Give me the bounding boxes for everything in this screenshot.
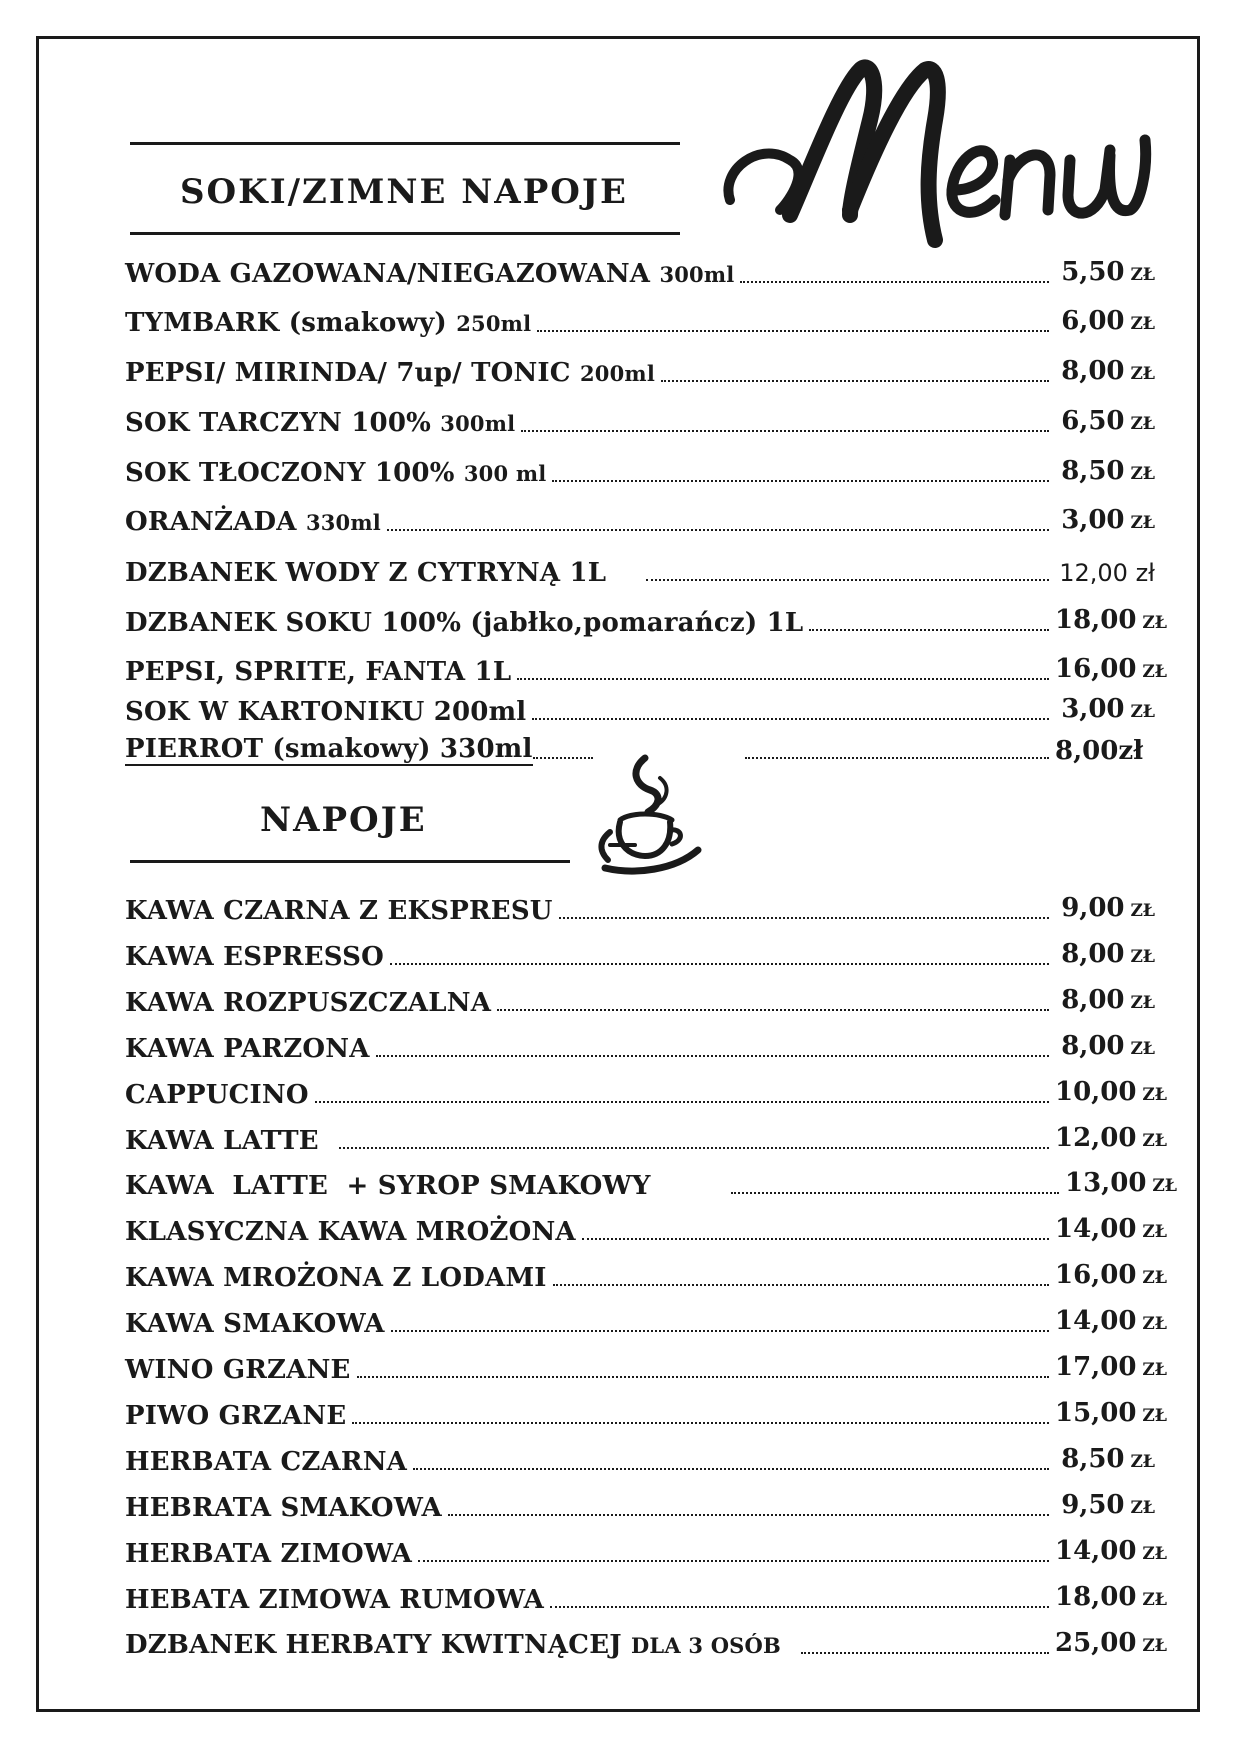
- item-price: 16,00: [1055, 654, 1137, 684]
- dot-leader: [740, 281, 1049, 283]
- item-price: 5,50: [1061, 257, 1125, 287]
- item-currency: ZŁ: [1130, 1039, 1155, 1059]
- item-name: KAWA SMAKOWA: [125, 1309, 385, 1339]
- item-price: 8,00: [1061, 356, 1125, 386]
- dot-leader: [521, 430, 1049, 432]
- item-currency: ZŁ: [1142, 1544, 1167, 1564]
- item-size: DLA 3 OSÓB: [630, 1633, 781, 1658]
- menu-item: [125, 453, 1155, 489]
- item-name: KAWA LATTE + SYROP SMAKOWY: [125, 1171, 651, 1201]
- item-currency: ZŁ: [1130, 364, 1155, 384]
- menu-item: [125, 1303, 1167, 1339]
- item-name: DZBANEK HERBATY KWITNĄCEJ: [125, 1630, 622, 1660]
- menu-item: [125, 936, 1155, 972]
- menu-logo: [720, 50, 1160, 250]
- item-name: PIWO GRZANE: [125, 1401, 347, 1431]
- item-name: HEBRATA SMAKOWA: [125, 1493, 442, 1523]
- item-price: 18,00: [1055, 605, 1137, 635]
- menu-item: [125, 502, 1155, 538]
- menu-item: [125, 1257, 1167, 1293]
- item-currency: ZŁ: [1152, 1176, 1177, 1196]
- item-size: 330ml: [305, 510, 381, 535]
- item-currency: ZŁ: [1130, 702, 1155, 722]
- item-currency: ZŁ: [1130, 464, 1155, 484]
- menu-item: [125, 1533, 1167, 1569]
- dot-leader: [517, 678, 1049, 680]
- item-currency: ZŁ: [1142, 1131, 1167, 1151]
- item-currency: ZŁ: [1130, 513, 1155, 533]
- dot-leader: [448, 1514, 1049, 1516]
- menu-item: [125, 1395, 1167, 1431]
- item-price: 14,00: [1055, 1214, 1137, 1244]
- item-name: PEPSI/ MIRINDA/ 7up/ TONIC: [125, 358, 571, 388]
- dot-leader: [801, 1652, 1049, 1654]
- item-name: SOK W KARTONIKU 200ml: [125, 697, 527, 727]
- menu-item: [125, 1028, 1155, 1064]
- item-currency: ZŁ: [1142, 1314, 1167, 1334]
- item-currency: ZŁ: [1142, 1222, 1167, 1242]
- dot-leader: [390, 963, 1049, 965]
- menu-item: [125, 1074, 1167, 1110]
- menu-item: [125, 1165, 1177, 1201]
- item-size: 300ml: [659, 262, 735, 287]
- menu-item: [125, 1441, 1155, 1477]
- dot-leader: [559, 917, 1049, 919]
- menu-item: [125, 1211, 1167, 1247]
- item-name: SOK TARCZYN 100%: [125, 408, 432, 438]
- menu-item: [125, 403, 1155, 439]
- dot-leader: [537, 330, 1049, 332]
- item-name: ORANŻADA: [125, 507, 297, 537]
- item-currency: ZŁ: [1142, 1636, 1167, 1656]
- section-title-soki: SOKI/ZIMNE NAPOJE: [180, 172, 628, 212]
- item-name: PIERROT (smakowy) 330ml: [125, 734, 533, 764]
- item-currency: ZŁ: [1130, 265, 1155, 285]
- menu-item: [125, 1487, 1155, 1523]
- item-price: 10,00: [1055, 1077, 1137, 1107]
- napoje-bottom-rule: [130, 860, 570, 863]
- item-name: KAWA ESPRESSO: [125, 942, 384, 972]
- dot-leader: [550, 1606, 1049, 1608]
- item-currency: ZŁ: [1142, 1085, 1167, 1105]
- item-price: 14,00: [1055, 1306, 1137, 1336]
- item-price: 13,00: [1065, 1168, 1147, 1198]
- item-name: KAWA ROZPUSZCZALNA: [125, 988, 492, 1018]
- item-name: HERBATA CZARNA: [125, 1447, 408, 1477]
- item-price: 9,00: [1061, 893, 1125, 923]
- item-size: 300ml: [440, 411, 516, 436]
- item-name: KLASYCZNA KAWA MROŻONA: [125, 1217, 576, 1247]
- menu-item: [125, 1349, 1167, 1385]
- item-size: 250ml: [456, 311, 532, 336]
- item-name: KAWA MROŻONA Z LODAMI: [125, 1263, 547, 1293]
- item-currency: ZŁ: [1142, 662, 1167, 682]
- item-price: 8,00: [1061, 1031, 1125, 1061]
- dot-leader: [533, 757, 593, 759]
- dot-leader: [532, 718, 1049, 720]
- item-currency: ZŁ: [1130, 1498, 1155, 1518]
- item-price: 16,00: [1055, 1260, 1137, 1290]
- dot-leader: [497, 1009, 1049, 1011]
- item-size: 200ml: [579, 361, 656, 386]
- dot-leader: [582, 1238, 1049, 1240]
- item-price: 8,00: [1061, 985, 1125, 1015]
- item-price: 8,50: [1061, 456, 1125, 486]
- item-price: 25,00: [1055, 1628, 1137, 1658]
- item-name: WODA GAZOWANA/NIEGAZOWANA: [125, 259, 651, 289]
- item-price: 14,00: [1055, 1536, 1137, 1566]
- menu-item: [125, 982, 1155, 1018]
- item-name: TYMBARK (smakowy): [125, 308, 447, 338]
- item-price: 15,00: [1055, 1398, 1137, 1428]
- item-currency: ZŁ: [1130, 901, 1155, 921]
- item-name: DZBANEK SOKU 100% (jabłko,pomarańcz) 1L: [125, 608, 804, 638]
- item-currency: ZŁ: [1130, 993, 1155, 1013]
- menu-item: [125, 1579, 1167, 1615]
- dot-leader: [646, 579, 1049, 581]
- item-price: 3,00: [1061, 694, 1125, 724]
- item-price: 12,00: [1055, 1123, 1137, 1153]
- item-name: DZBANEK WODY Z CYTRYNĄ 1L: [125, 558, 607, 588]
- item-name: HEBATA ZIMOWA RUMOWA: [125, 1585, 545, 1615]
- dot-leader: [387, 529, 1049, 531]
- item-name: PEPSI, SPRITE, FANTA 1L: [125, 657, 512, 687]
- dot-leader: [339, 1147, 1049, 1149]
- item-name: KAWA CZARNA Z EKSPRESU: [125, 896, 553, 926]
- item-name: KAWA PARZONA: [125, 1034, 370, 1064]
- menu-item: [125, 254, 1155, 290]
- item-name: SOK TŁOCZONY 100%: [125, 458, 455, 488]
- item-currency: ZŁ: [1142, 1268, 1167, 1288]
- item-price: 3,00: [1061, 505, 1125, 535]
- item-size: 300 ml: [463, 461, 547, 486]
- dot-leader: [809, 629, 1049, 631]
- item-price: 8,00zł: [1055, 736, 1144, 766]
- menu-item: [125, 353, 1155, 389]
- item-price: 9,50: [1061, 1490, 1125, 1520]
- item-currency: ZŁ: [1142, 613, 1167, 633]
- menu-item: [125, 691, 1155, 727]
- item-name: CAPPUCINO: [125, 1080, 309, 1110]
- item-name: WINO GRZANE: [125, 1355, 351, 1385]
- menu-item: [125, 890, 1155, 926]
- dot-leader: [352, 1422, 1049, 1424]
- item-currency: ZŁ: [1142, 1406, 1167, 1426]
- dot-leader: [376, 1055, 1049, 1057]
- item-price: 12,00 zł: [1059, 559, 1155, 587]
- item-price: 6,00: [1061, 306, 1125, 336]
- menu-item: [125, 552, 1155, 588]
- section-title-napoje: NAPOJE: [260, 800, 427, 840]
- item-currency: ZŁ: [1130, 314, 1155, 334]
- menu-item: [125, 1625, 1167, 1661]
- dot-leader: [418, 1560, 1049, 1562]
- menu-item: [125, 651, 1167, 687]
- item-currency: ZŁ: [1142, 1590, 1167, 1610]
- soki-top-rule: [130, 142, 680, 145]
- menu-item: [125, 1120, 1167, 1156]
- dot-leader: [357, 1376, 1049, 1378]
- dot-leader: [391, 1330, 1049, 1332]
- item-currency: ZŁ: [1130, 414, 1155, 434]
- item-price: 6,50: [1061, 406, 1125, 436]
- item-currency: ZŁ: [1130, 1452, 1155, 1472]
- dot-leader: [413, 1468, 1049, 1470]
- item-currency: ZŁ: [1142, 1360, 1167, 1380]
- dot-leader: [731, 1192, 1059, 1194]
- dot-leader: [552, 480, 1049, 482]
- menu-item: [125, 602, 1167, 638]
- item-name: HERBATA ZIMOWA: [125, 1539, 412, 1569]
- item-currency: ZŁ: [1130, 947, 1155, 967]
- dot-leader: [315, 1101, 1049, 1103]
- dot-leader: [553, 1284, 1049, 1286]
- dot-leader: [745, 757, 1049, 759]
- dot-leader: [661, 380, 1049, 382]
- item-price: 8,50: [1061, 1444, 1125, 1474]
- item-price: 8,00: [1061, 939, 1125, 969]
- item-price: 18,00: [1055, 1582, 1137, 1612]
- item-name: KAWA LATTE: [125, 1126, 319, 1156]
- soki-bottom-rule: [130, 232, 680, 235]
- menu-item: [125, 303, 1155, 339]
- item-price: 17,00: [1055, 1352, 1137, 1382]
- coffee-cup-icon: [590, 750, 710, 880]
